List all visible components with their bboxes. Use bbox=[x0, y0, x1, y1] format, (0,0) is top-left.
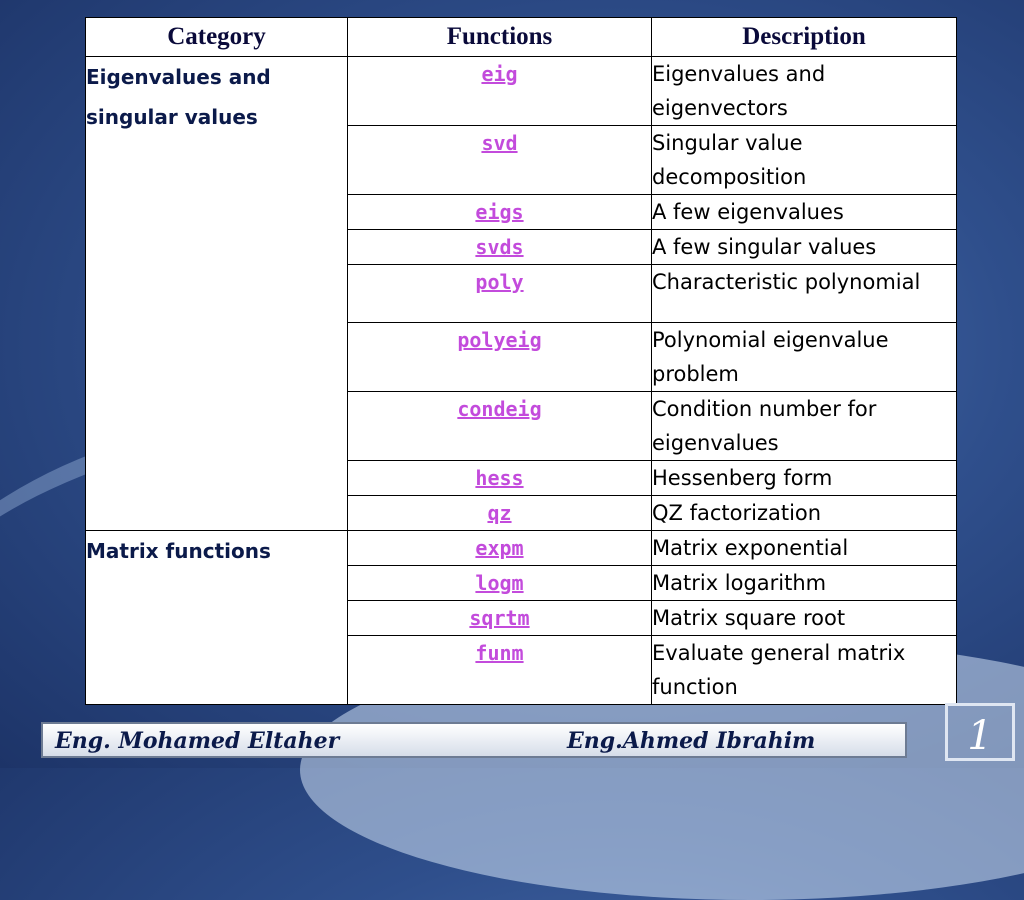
function-link-text[interactable]: eigs bbox=[475, 200, 524, 224]
function-description: A few singular values bbox=[652, 230, 957, 265]
function-link[interactable] bbox=[348, 601, 652, 636]
header-functions: Functions bbox=[348, 18, 652, 57]
table-row bbox=[86, 57, 957, 126]
footer-bar bbox=[41, 722, 907, 758]
function-link[interactable] bbox=[348, 392, 652, 461]
function-link-text[interactable]: expm bbox=[475, 536, 524, 560]
function-link-text[interactable]: svd bbox=[481, 131, 518, 155]
function-description: Evaluate general matrix function bbox=[652, 636, 957, 705]
function-description: Matrix logarithm bbox=[652, 566, 957, 601]
function-link[interactable] bbox=[348, 496, 652, 531]
function-link[interactable] bbox=[348, 636, 652, 705]
function-description: Matrix exponential bbox=[652, 531, 957, 566]
function-description: Hessenberg form bbox=[652, 461, 957, 496]
function-link[interactable] bbox=[348, 126, 652, 195]
function-description: QZ factorization bbox=[652, 496, 957, 531]
function-link-text[interactable]: eig bbox=[481, 62, 518, 86]
function-link-text[interactable]: svds bbox=[475, 235, 524, 259]
function-link-text[interactable]: qz bbox=[487, 501, 512, 525]
function-link[interactable] bbox=[348, 265, 652, 323]
function-link-text[interactable]: logm bbox=[475, 571, 524, 595]
function-description: Polynomial eigenvalue problem bbox=[652, 323, 957, 392]
table-header-row bbox=[86, 18, 957, 57]
category-eigenvalues: Eigenvalues and singular values bbox=[86, 57, 348, 531]
function-link-text[interactable]: hess bbox=[475, 466, 524, 490]
footer-author-left: Eng. Mohamed Eltaher bbox=[55, 728, 340, 754]
function-link[interactable] bbox=[348, 230, 652, 265]
function-link[interactable] bbox=[348, 323, 652, 392]
footer-author-right: Eng.Ahmed Ibrahim bbox=[567, 728, 816, 754]
function-link-text[interactable]: sqrtm bbox=[469, 606, 530, 630]
function-link-text[interactable]: funm bbox=[475, 641, 524, 665]
function-link[interactable] bbox=[348, 461, 652, 496]
function-link[interactable] bbox=[348, 57, 652, 126]
header-description: Description bbox=[652, 18, 957, 57]
function-description: A few eigenvalues bbox=[652, 195, 957, 230]
function-link[interactable] bbox=[348, 195, 652, 230]
function-description: Characteristic polynomial bbox=[652, 265, 957, 323]
function-link[interactable] bbox=[348, 531, 652, 566]
category-matrix-functions: Matrix functions bbox=[86, 531, 348, 705]
function-description: Condition number for eigenvalues bbox=[652, 392, 957, 461]
function-link-text[interactable]: polyeig bbox=[457, 328, 542, 352]
functions-table bbox=[85, 17, 957, 705]
function-link[interactable] bbox=[348, 566, 652, 601]
function-description: Singular value decomposition bbox=[652, 126, 957, 195]
table-row bbox=[86, 531, 957, 566]
function-link-text[interactable]: condeig bbox=[457, 397, 542, 421]
page-number: 1 bbox=[945, 703, 1015, 761]
function-description: Eigenvalues and eigenvectors bbox=[652, 57, 957, 126]
function-description: Matrix square root bbox=[652, 601, 957, 636]
header-category: Category bbox=[86, 18, 348, 57]
function-link-text[interactable]: poly bbox=[475, 270, 524, 294]
